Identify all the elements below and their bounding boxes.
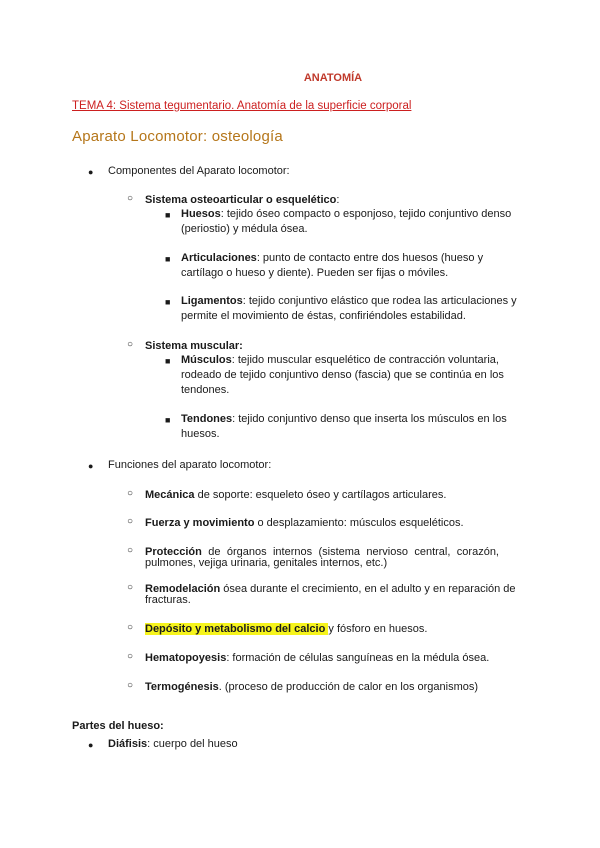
square-bullet-icon: ■ — [165, 356, 171, 366]
muscular-title: Sistema muscular: — [145, 340, 243, 352]
bullet-icon: ● — [88, 167, 94, 177]
highlighted-text: Depósito y metabolismo del calcio — [145, 623, 329, 635]
circle-bullet-icon: ○ — [127, 488, 134, 499]
circle-bullet-icon: ○ — [127, 622, 134, 633]
list-item: Tendones: tejido conjuntivo denso que inserta los músculos en los — [181, 413, 507, 425]
list-item: Articulaciones: punto de contacto entre dos huesos (hueso y — [181, 252, 484, 264]
circle-bullet-icon: ○ — [127, 582, 134, 593]
circle-bullet-icon: ○ — [127, 545, 134, 556]
list-item: Mecánica de soporte: esqueleto óseo y cartílagos articulares. — [145, 489, 447, 501]
list-item: Protección de órganos internos (sistema nervioso central, corazón, — [145, 546, 499, 558]
square-bullet-icon: ■ — [165, 254, 171, 264]
bullet-icon: ● — [88, 461, 94, 471]
list-item: Ligamentos: tejido conjuntivo elástico que rodea las articulaciones y — [181, 295, 517, 307]
list-item-cont: pulmones, vejiga urinaria, genitales internos, etc.) — [145, 557, 388, 569]
circle-bullet-icon: ○ — [127, 516, 134, 527]
functions-label: Funciones del aparato locomotor: — [108, 459, 272, 471]
list-item-cont: huesos. — [181, 428, 220, 440]
list-item: Huesos: tejido óseo compacto o esponjoso, tejido conjuntivo denso — [181, 208, 512, 220]
square-bullet-icon: ■ — [165, 415, 171, 425]
list-item-cont: fracturas. — [145, 594, 191, 606]
list-item: Remodelación ósea durante el crecimiento, en el adulto y en reparación de — [145, 583, 516, 595]
circle-bullet-icon: ○ — [127, 680, 134, 691]
osteo-title: Sistema osteoarticular o esquelético: — [145, 194, 340, 206]
bullet-icon: ● — [88, 740, 94, 750]
section-heading: Aparato Locomotor: osteología — [72, 128, 283, 145]
list-item: Fuerza y movimiento o desplazamiento: músculos esqueléticos. — [145, 517, 464, 529]
circle-bullet-icon: ○ — [127, 339, 134, 350]
circle-bullet-icon: ○ — [127, 193, 134, 204]
bone-parts-label: Partes del hueso: — [72, 720, 164, 732]
list-item: Depósito y metabolismo del calcio y fósforo en huesos. — [145, 623, 428, 635]
list-item-cont: cartílago o hueso y diente). Pueden ser fijas o móviles. — [181, 267, 449, 279]
circle-bullet-icon: ○ — [127, 651, 134, 662]
list-item: Termogénesis. (proceso de producción de calor en los organismos) — [145, 681, 479, 693]
list-item-cont: rodeado de tejido conjuntivo denso (fascia) que se continúa en los — [181, 369, 504, 381]
list-item-cont: tendones. — [181, 384, 230, 396]
components-label: Componentes del Aparato locomotor: — [108, 165, 290, 177]
list-item: Músculos: tejido muscular esquelético de contracción voluntaria, — [181, 354, 499, 366]
tema-heading: TEMA 4: Sistema tegumentario. Anatomía de la superficie corporal — [72, 100, 412, 112]
list-item-cont: (periostio) y médula ósea. — [181, 223, 308, 235]
list-item: Hematopoyesis: formación de células sanguíneas en la médula ósea. — [145, 652, 490, 664]
list-item-cont: permite el movimiento de éstas, confiriéndoles estabilidad. — [181, 310, 466, 322]
square-bullet-icon: ■ — [165, 297, 171, 307]
document-title: ANATOMÍA — [303, 72, 363, 84]
square-bullet-icon: ■ — [165, 210, 171, 220]
list-item: Diáfisis: cuerpo del hueso — [108, 738, 238, 750]
